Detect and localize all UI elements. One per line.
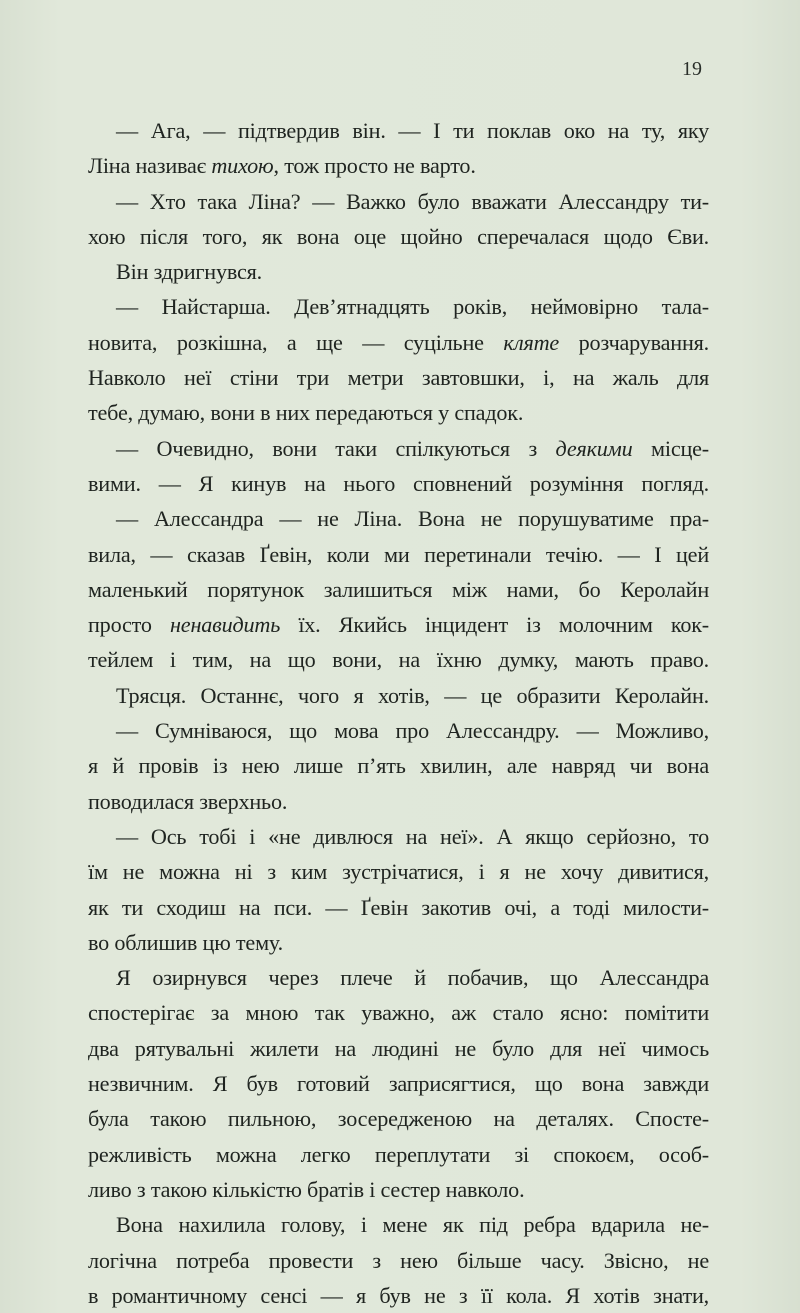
text-run: тейлем і тим, на що вони, на їхню думку, мають право. <box>88 647 709 673</box>
text-run: — Ага, — підтвердив він. — І ти поклав око на ту, яку <box>116 118 709 143</box>
text-line <box>88 607 709 642</box>
text-run: я й провів із нею лише п’ять хвилин, але навряд чи вона <box>88 753 709 779</box>
text-line <box>88 289 709 324</box>
text-run: Ліна називає <box>88 153 212 179</box>
text-run: спостерігає за мною так уважно, аж стало ясно: помітити <box>88 1000 709 1026</box>
text-line <box>88 1243 709 1278</box>
text-run: їх. Якийсь інцидент із молочним кок- <box>280 612 709 638</box>
text-run: поводилася зверхньо. <box>88 788 288 814</box>
text-run: — Сумніваюся, що мова про Алессандру. — Можливо, <box>116 718 709 744</box>
text-run: як ти сходиш на пси. — Ґевін закотив очі, а тоді милости- <box>88 894 709 920</box>
text-line <box>88 1278 709 1313</box>
text-run: вила, — сказав Ґевін, коли ми перетинали течію. — І цей <box>88 541 709 567</box>
italic-emphasis: ненавидить <box>169 612 281 638</box>
text-line <box>88 1066 709 1101</box>
text-line <box>88 1172 709 1207</box>
text-line <box>88 1031 709 1066</box>
text-run: маленький порятунок залишиться між нами, бо Керолайн <box>88 576 709 602</box>
text-run: — Алессандра — не Ліна. Вона не порушуватиме пра- <box>116 506 709 532</box>
text-line <box>88 254 709 289</box>
text-line <box>88 431 709 466</box>
text-run: вими. — Я кинув на нього сповнений розуміння погляд. <box>88 470 709 496</box>
text-line <box>88 501 709 536</box>
text-line <box>88 1137 709 1172</box>
text-run: новита, розкішна, а ще — суцільне <box>88 329 504 355</box>
text-run: Навколо неї стіни три метри завтовшки, і, на жаль для <box>88 365 709 391</box>
text-run: Він здригнувся. <box>116 259 263 285</box>
text-run: , тож просто не варто. <box>273 153 476 179</box>
text-line <box>88 466 709 501</box>
text-line <box>88 572 709 607</box>
text-line <box>88 748 709 783</box>
text-line <box>88 925 709 960</box>
text-line <box>88 1207 709 1242</box>
text-run: ливо з такою кількістю братів і сестер навколо. <box>88 1176 525 1202</box>
text-run: — Хто така Ліна? — Важко було вважати Алессандру ти- <box>116 188 709 214</box>
text-run: два рятувальні жилети на людині не було для неї чимось <box>88 1035 709 1061</box>
text-run: їм не можна ні з ким зустрічатися, і я не хочу дивитися, <box>88 859 709 885</box>
text-run: Я озирнувся через плече й побачив, що Алессандра <box>116 965 709 991</box>
text-run: режливість можна легко переплутати зі спокоєм, особ- <box>88 1141 709 1167</box>
text-line <box>88 890 709 925</box>
text-run: во облишив цю тему. <box>88 929 283 955</box>
text-line <box>88 360 709 395</box>
text-line <box>88 713 709 748</box>
text-run: логічна потреба провести з нею більше часу. Звісно, не <box>88 1247 709 1273</box>
text-line <box>88 784 709 819</box>
text-line <box>88 1101 709 1136</box>
text-run: Трясця. Останнє, чого я хотів, — це образити Керолайн. <box>116 682 709 708</box>
text-run: просто <box>88 612 170 638</box>
text-line <box>88 854 709 889</box>
text-line <box>88 219 709 254</box>
body-text <box>88 113 709 1313</box>
text-line <box>88 325 709 360</box>
text-run: — Очевидно, вони таки спілкуються з <box>116 435 556 461</box>
text-run: тебе, думаю, вони в них передаються у спадок. <box>88 400 524 426</box>
text-line <box>88 819 709 854</box>
text-run: хою після того, як вона оце щойно сперечалася щодо Єви. <box>88 223 709 249</box>
text-run: — Найстарша. Дев’ятнадцять років, неймовірно тала- <box>116 294 709 320</box>
italic-emphasis: кляте <box>503 329 560 355</box>
text-line <box>88 184 709 219</box>
text-line <box>88 960 709 995</box>
text-line <box>88 642 709 677</box>
text-line <box>88 148 709 183</box>
italic-emphasis: тихою <box>211 153 274 179</box>
text-run: Вона нахилила голову, і мене як під ребра вдарила не- <box>116 1212 709 1238</box>
text-run: — Ось тобі і «не дивлюся на неї». А якщо серйозно, то <box>116 823 709 849</box>
text-run: в романтичному сенсі — я був не з її кола. Я хотів знати, <box>88 1282 709 1308</box>
italic-emphasis: деякими <box>555 435 633 461</box>
text-run: розчарування. <box>559 329 709 355</box>
text-line <box>88 678 709 713</box>
page-number: 19 <box>682 58 702 80</box>
text-line <box>88 537 709 572</box>
text-line <box>88 113 709 148</box>
text-line <box>88 995 709 1030</box>
text-run: місце- <box>632 435 709 461</box>
text-run: була такою пильною, зосередженою на деталях. Спосте- <box>88 1106 709 1132</box>
text-line <box>88 395 709 430</box>
text-run: незвичним. Я був готовий заприсягтися, що вона завжди <box>88 1071 709 1097</box>
